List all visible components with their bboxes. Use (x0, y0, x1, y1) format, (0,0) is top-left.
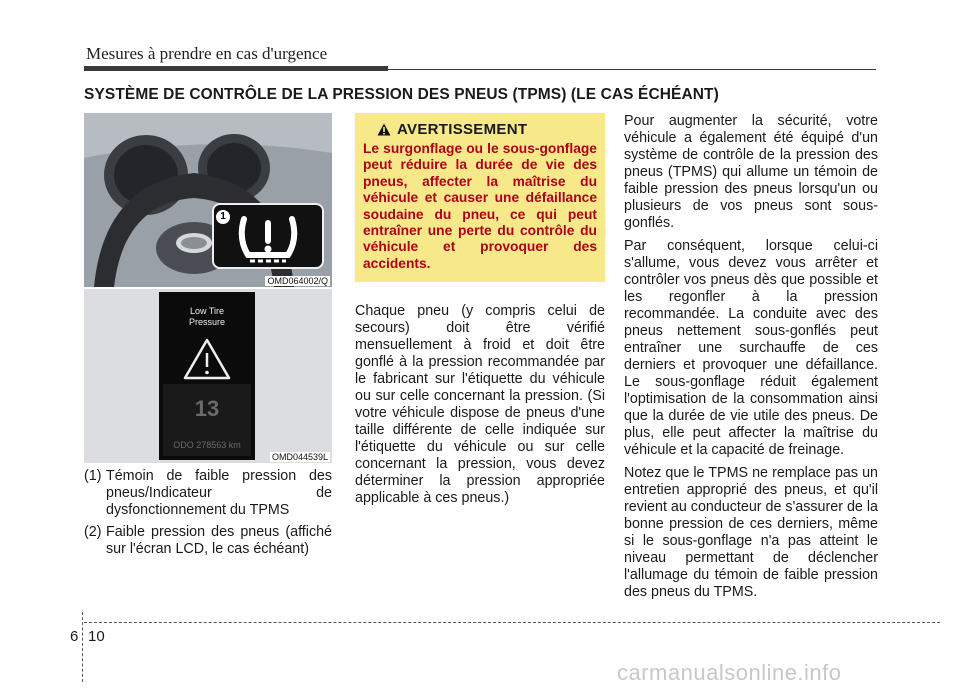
callout-marker: 1 (216, 210, 230, 224)
warning-triangle-icon (159, 334, 255, 384)
section-title: SYSTÈME DE CONTRÔLE DE LA PRESSION DES PNEUS (TPMS) (LE CAS ÉCHÉANT) (84, 86, 719, 103)
caption-text: Témoin de faible pression des pneus/Indicateur de dysfonctionnement du TPMS (106, 468, 332, 518)
lcd-title-line-2: Pressure (188, 317, 225, 327)
header-bar (84, 66, 388, 71)
footer-divider (82, 612, 83, 682)
paragraph: Pour augmenter la sécurité, votre véhicule a également été équipé d'un système de contrôle de la pression des pneus (TPMS) qui allume un témoin de faible pression des pneus lorsqu'un ou plusieurs de vos pneus sont sous-gonflés. (624, 113, 878, 231)
caption-number: (2) (84, 524, 102, 540)
middle-column (355, 303, 605, 513)
header-rule (388, 69, 876, 70)
page-number: 10 (88, 628, 105, 645)
lcd-screen (159, 292, 255, 460)
footer-rule (84, 622, 940, 623)
page-section-number: 6 (70, 628, 79, 645)
warning-box (355, 113, 605, 282)
lcd-odometer: ODO 278563 km (173, 440, 241, 450)
warning-header (377, 121, 597, 138)
caption-item (84, 468, 332, 519)
paragraph: Chaque pneu (y compris celui de secours) doit être vérifié mensuellement à froid et doit être gonflé à la pression recommandée par le fabricant sur l'étiquette du véhicule ou sur celle concernant la pression. (Si votre véhicule dispose de pneus d'une taille différente de celle indiquée sur l'étiquette du véhicule ou sur celle concernant la pression, vous devez déterminer la pression appropriée applicable à ces pneus.) (355, 303, 605, 506)
lcd-number: 13 (194, 396, 220, 421)
figure-dashboard (84, 113, 332, 287)
paragraph: Par conséquent, lorsque celui-ci s'allume, vous devez vous arrêter et contrôler vos pneus dès que possible et les regonfler à la pression recommandée. La conduite avec des pneus nettement sous-gonflés peut entraîner une surchauffe de ces derniers et provoquer une défaillance. Le sous-gonflage réduit également l'optimisation de la consommation ainsi que la durée de vie utile des pneus. De plus, elle peut affecter la maîtrise du véhicule et la capacité de freinage. (624, 238, 878, 458)
warning-text: Le surgonflage ou le sous-gonflage peut réduire la durée de vie des pneus, affecter la maîtrise du véhicule et causer une défaillance soudaine du pneu, ce qui peut entraîner une perte du contrôle du véhicule et provoquer des accidents. (363, 141, 597, 271)
figure-code: OMD044539L (271, 452, 328, 462)
warning-title: AVERTISSEMENT (397, 121, 528, 138)
lcd-title-line-1: Low Tire (189, 306, 224, 316)
page-header-title: Mesures à prendre en cas d'urgence (86, 44, 328, 63)
right-column (624, 113, 878, 607)
caption-number: (1) (84, 468, 102, 484)
tpms-warning-icon (214, 205, 322, 267)
warning-triangle-icon (377, 123, 391, 136)
caption-item (84, 524, 332, 558)
figure-captions (84, 468, 332, 563)
watermark: carmanualsonline.info (617, 660, 842, 685)
figure-code: OMD064002/Q (267, 276, 328, 286)
paragraph: Notez que le TPMS ne remplace pas un entretien approprié des pneus, et qu'il revient au conducteur de s'assurer de la bonne pression de ces derniers, même si le sous-gonflage n'a pas atteint le niveau permettant de déclencher l'allumage du témoin de faible pression des pneus du TPMS. (624, 465, 878, 600)
figure-lcd (84, 289, 332, 463)
caption-text: Faible pression des pneus (affiché sur l'écran LCD, le cas échéant) (106, 524, 332, 557)
